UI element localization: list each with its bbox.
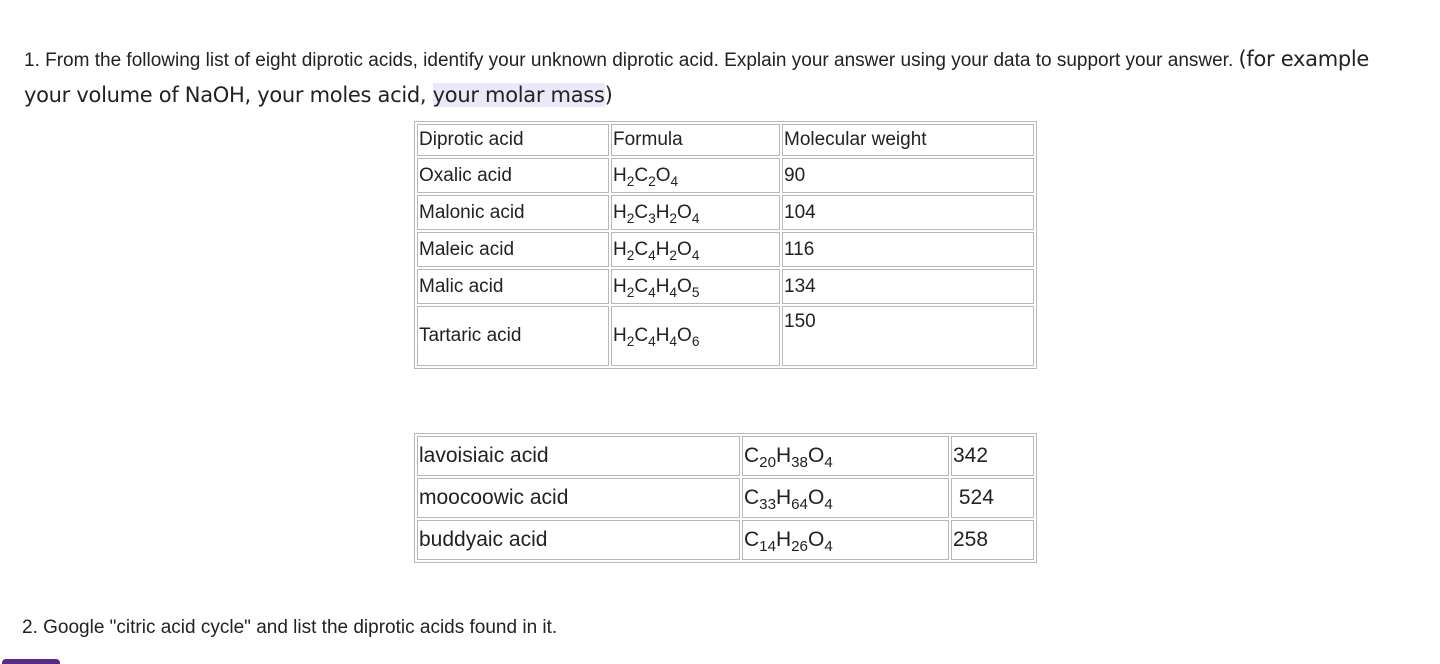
acid-molecular-weight: 116 [782,232,1034,267]
formula-element: O [807,444,825,467]
formula-subscript: 2 [648,173,656,189]
question-1-hint: (for example your volume of NaOH, your moles acid, your molar mass) [24,47,1370,107]
acid-formula [742,520,949,560]
formula-subscript: 4 [669,284,678,300]
table-row [417,232,1034,267]
header-formula: Formula [611,124,780,156]
formula-element: H [655,201,670,223]
formula-subscript: 6 [691,333,700,349]
acid-molecular-weight: 104 [782,195,1034,230]
formula-element: O [677,201,692,223]
formula-element: O [655,164,671,186]
formula-element: O [807,486,825,509]
formula-subscript: 4 [824,454,833,472]
formula-subscript: 4 [648,247,656,263]
formula-element: H [655,238,670,260]
formula-subscript: 26 [791,538,808,556]
formula-element: H [613,238,627,260]
formula-subscript: 4 [669,333,678,349]
formula-element: C [744,486,760,509]
formula-subscript: 4 [648,333,656,349]
acid-formula [611,158,780,193]
formula-subscript: 4 [691,210,700,226]
formula-element: H [775,486,792,509]
header-acid: Diprotic acid [417,124,609,156]
formula-element: O [677,238,692,260]
formula-subscript: 4 [824,496,833,514]
formula-subscript: 38 [791,454,808,472]
acid-formula [611,195,780,230]
acid-formula [611,232,780,267]
formula-subscript: 4 [824,538,833,556]
formula-element: C [744,444,760,467]
acid-formula [611,306,780,366]
formula-element: H [613,275,627,297]
formula-element: H [613,201,627,223]
question-1 [24,42,1404,114]
acid-name: buddyaic acid [417,520,740,560]
formula-element: C [634,275,649,297]
acid-formula [611,269,780,304]
diprotic-acids-table [414,121,1037,369]
acid-name: Malonic acid [417,195,609,230]
formula-element: O [807,528,825,551]
table-row [417,520,1034,560]
acid-name: Oxalic acid [417,158,609,193]
table-row [417,436,1034,476]
formula-subscript: 2 [626,284,635,300]
acid-molecular-weight: 524 [951,478,1034,518]
corner-tab [2,659,60,664]
formula-subscript: 2 [669,210,678,226]
acid-molecular-weight: 134 [782,269,1034,304]
formula-subscript: 2 [626,333,635,349]
formula-element: H [655,325,670,346]
acid-molecular-weight: 258 [951,520,1034,560]
formula-subscript: 33 [759,496,776,514]
formula-subscript: 20 [759,454,776,472]
formula-element: O [677,275,692,297]
formula-subscript: 4 [691,247,700,263]
table-row [417,158,1034,193]
table-row [417,269,1034,304]
formula-element: O [677,325,692,346]
acid-formula [742,436,949,476]
question-2: 2. Google "citric acid cycle" and list the diprotic acids found in it. [22,617,558,638]
acid-molecular-weight: 150 [782,306,1034,366]
header-molecular-weight: Molecular weight [782,124,1034,156]
formula-element: H [613,325,627,346]
acid-name: Maleic acid [417,232,609,267]
formula-subscript: 4 [648,284,656,300]
table-row [417,306,1034,366]
acid-molecular-weight: 90 [782,158,1034,193]
formula-element: C [634,238,649,260]
acid-name: Malic acid [417,269,609,304]
acid-formula [742,478,949,518]
acid-molecular-weight: 342 [951,436,1034,476]
formula-subscript: 2 [626,247,635,263]
formula-subscript: 2 [669,247,678,263]
formula-element: C [744,528,760,551]
formula-element: H [775,528,792,551]
formula-subscript: 2 [626,173,635,189]
unknown-acids-table [414,433,1037,563]
formula-element: C [634,201,649,223]
formula-subscript: 5 [691,284,700,300]
table-row [417,478,1034,518]
acid-name: lavoisiaic acid [417,436,740,476]
question-1-text: 1. From the following list of eight diprotic acids, identify your unknown diprotic acid. Explain your answer using your data to support your answer. [24,50,1239,71]
formula-element: H [775,444,792,467]
formula-subscript: 4 [670,173,679,189]
formula-subscript: 14 [759,538,776,556]
formula-subscript: 64 [791,496,808,514]
formula-element: H [655,275,670,297]
formula-element: H [613,164,627,186]
table-row [417,195,1034,230]
acid-name: Tartaric acid [417,306,609,366]
highlighted-text: your molar mass [432,83,605,107]
formula-subscript: 3 [648,210,656,226]
table-header-row [417,124,1034,156]
formula-element: C [634,325,649,346]
formula-element: C [634,164,649,186]
formula-subscript: 2 [626,210,635,226]
acid-name: moocoowic acid [417,478,740,518]
